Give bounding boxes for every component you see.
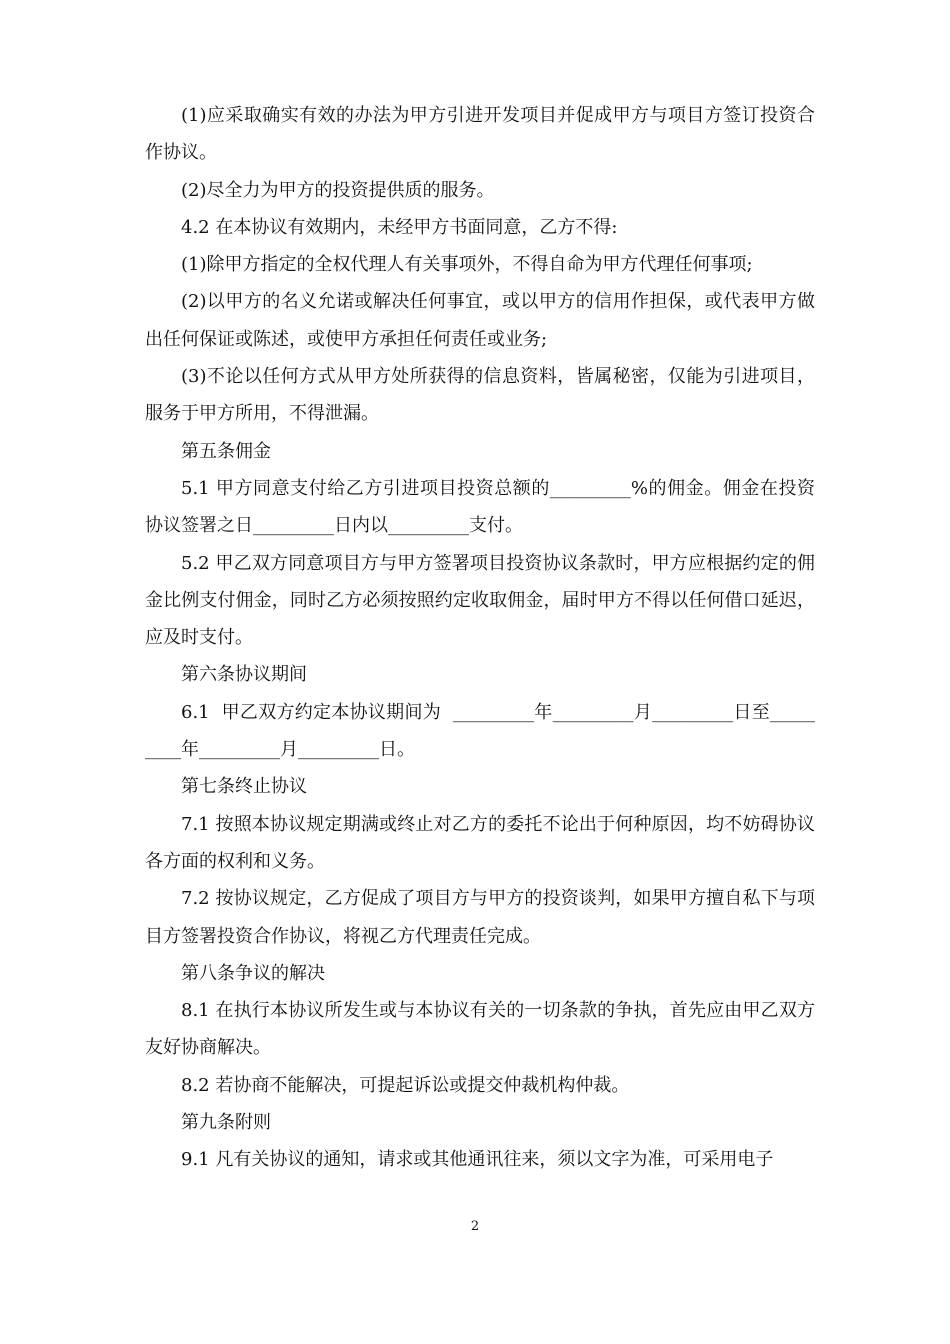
paragraph-6-1: 6.1 甲乙双方约定本协议期间为 _________年_________月_________日至_________年_________月_________日。	[145, 701, 815, 761]
paragraph-8-2: 8.2 若协商不能解决，可提起诉讼或提交仲裁机构仲裁。	[181, 1074, 630, 1096]
paragraph-5-2: 5.2 甲乙双方同意项目方与甲方签署项目投资协议条款时，甲方应根据约定的佣金比例支付佣金，同时乙方必须按照约定收取佣金，届时甲方不得以任何借口延迟，应及时支付。	[145, 552, 815, 649]
paragraph-5-1: 5.1 甲方同意支付给乙方引进项目投资总额的_________%的佣金。佣金在投资协议签署之日_________日内以_________支付。	[145, 477, 815, 537]
paragraph-4-1-item-2: (2)尽全力为甲方的投资提供质的服务。	[181, 179, 495, 201]
paragraph-4-1-item-1: (1)应采取确实有效的办法为甲方引进开发项目并促成甲方与项目方签订投资合作协议。	[145, 105, 815, 164]
paragraph-4-2: 4.2 在本协议有效期内，未经甲方书面同意，乙方不得:	[181, 216, 618, 238]
paragraph-8-1: 8.1 在执行本协议所发生或与本协议有关的一切条款的争执，首先应由甲乙双方友好协商解决。	[145, 1000, 815, 1059]
paragraph-7-2: 7.2 按协议规定，乙方促成了项目方与甲方的投资谈判，如果甲方擅自私下与项目方签署投资合作协议，将视乙方代理责任完成。	[145, 888, 815, 947]
paragraph-4-2-item-1: (1)除甲方指定的全权代理人有关事项外，不得自命为甲方代理任何事项;	[181, 254, 753, 276]
section-heading-7: 第七条终止协议	[181, 776, 307, 798]
paragraph-7-1: 7.1 按照本协议规定期满或终止对乙方的委托不论出于何种原因，均不妨碍协议各方面的权利和义务。	[145, 813, 815, 872]
page-number: 2	[470, 1219, 480, 1234]
paragraph-9-1: 9.1 凡有关协议的通知，请求或其他通讯往来，须以文字为准，可采用电子	[181, 1149, 774, 1171]
section-heading-8: 第八条争议的解决	[181, 962, 325, 984]
section-heading-6: 第六条协议期间	[181, 664, 307, 686]
section-heading-9: 第九条附则	[181, 1112, 271, 1134]
document-body	[145, 97, 815, 1179]
section-heading-5: 第五条佣金	[181, 440, 271, 462]
paragraph-4-2-item-2: (2)以甲方的名义允诺或解决任何事宜，或以甲方的信用作担保，或代表甲方做出任何保证或陈述，或使甲方承担任何责任或业务;	[145, 291, 815, 350]
paragraph-4-2-item-3: (3)不论以任何方式从甲方处所获得的信息资料，皆属秘密，仅能为引进项目，服务于甲方所用，不得泄漏。	[145, 366, 815, 425]
